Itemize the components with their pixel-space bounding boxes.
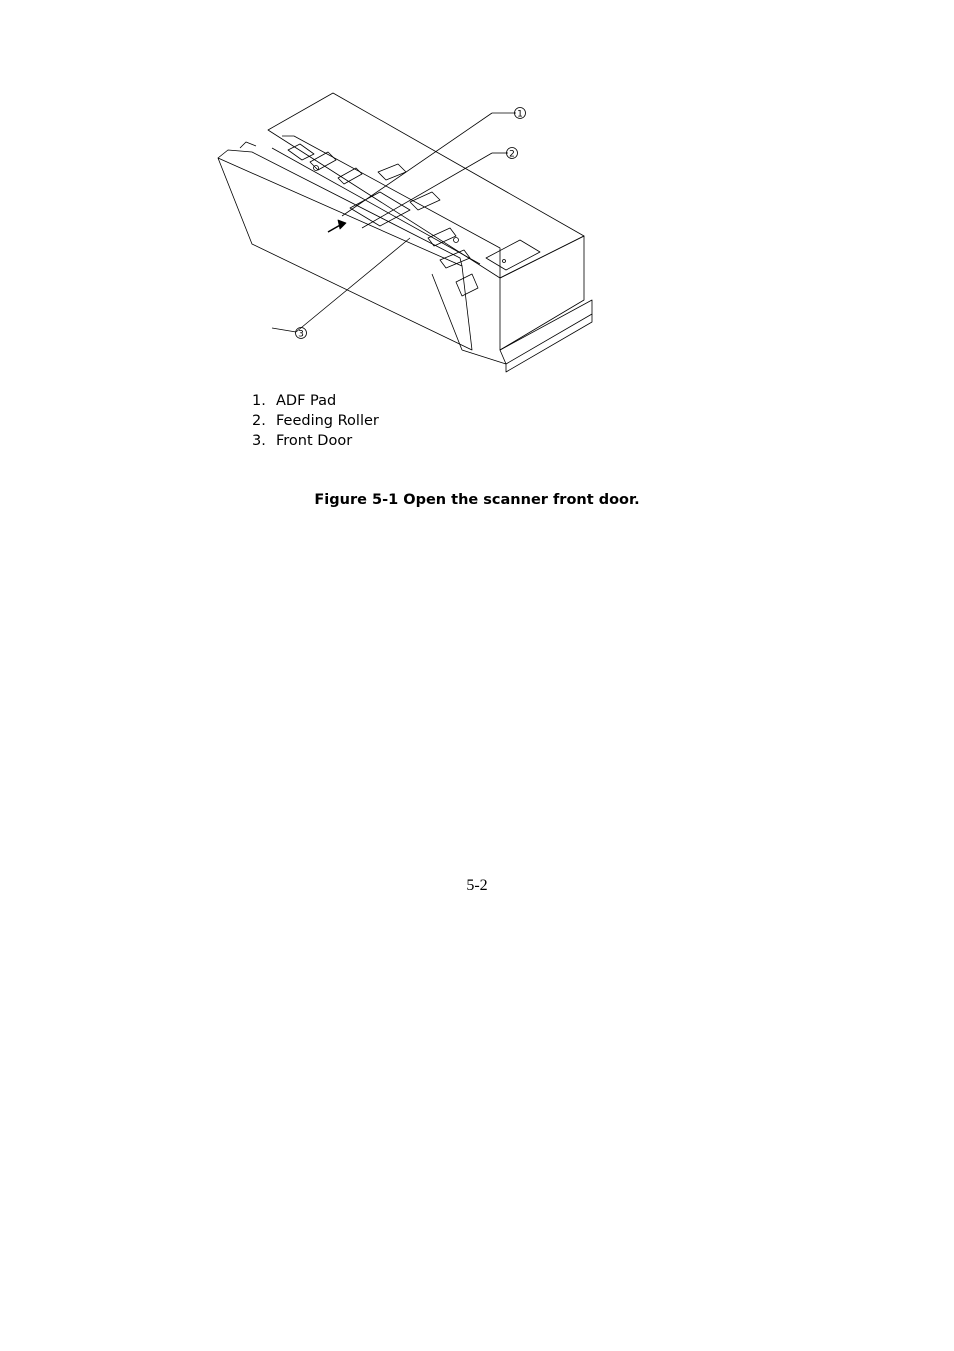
- legend-item: [252, 411, 379, 431]
- legend-item-number: 2.: [252, 413, 266, 429]
- legend-item-label: Front Door: [276, 433, 353, 449]
- legend-item-label: Feeding Roller: [276, 413, 379, 429]
- scanner-base-strip: [500, 300, 592, 364]
- power-button: [503, 260, 506, 263]
- legend-item-label: ADF Pad: [276, 393, 337, 409]
- legend-item: [252, 431, 379, 451]
- page-number: 5-2: [466, 877, 488, 894]
- figure-caption: Figure 5-1 Open the scanner front door.: [314, 492, 640, 508]
- callout-3: 3: [298, 329, 304, 340]
- scanner-drawing: [210, 88, 600, 378]
- legend-item-number: 1.: [252, 393, 266, 409]
- parts-legend: [252, 391, 379, 451]
- scanner-illustration: [210, 88, 600, 378]
- scanner-right-face: [500, 236, 584, 350]
- legend-item-number: 3.: [252, 433, 266, 449]
- legend-item: [252, 391, 379, 411]
- callout-1: 1: [517, 109, 523, 120]
- callout-2: 2: [509, 149, 515, 160]
